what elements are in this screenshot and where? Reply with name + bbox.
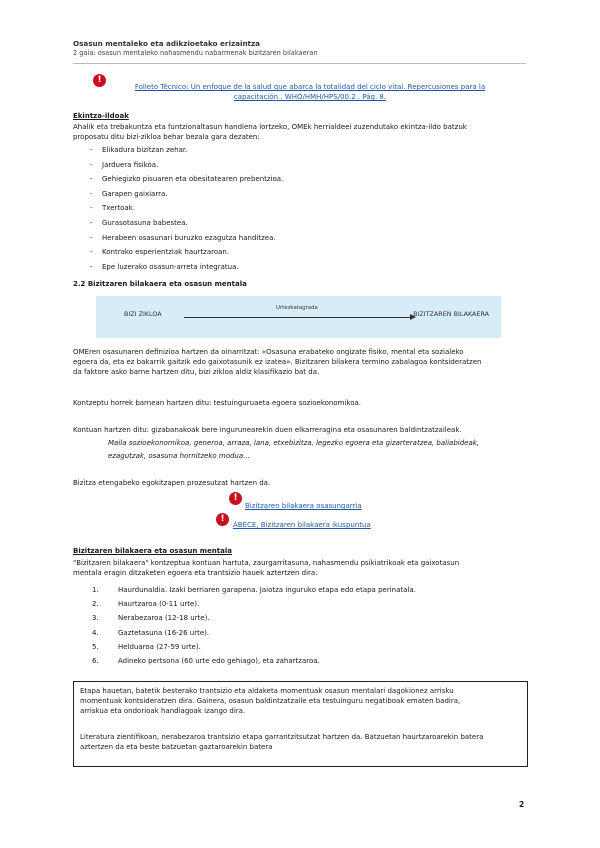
diagram-arrow-line xyxy=(184,317,412,318)
warning-icon: ! xyxy=(93,74,106,87)
page-number: 2 xyxy=(519,800,525,809)
document-header-title: Osasun mentaleko eta adikzioetako erizaintza xyxy=(73,39,261,48)
kontuan-line2: Maila sozioekonomikoa, generoa, arraza, lana, etxebizitza, legezko egoera eta gizarteratzea, baliabideak, xyxy=(108,439,480,447)
warning-icon: ! xyxy=(216,513,229,526)
bilakaera-intro-line1: "Bizitzaren bilakaera" kontzeptua kontuan hartuta, zaurgarritasuna, nahasmendu psikiatrikoak eta gaixotasun xyxy=(73,559,460,567)
life-stage-number: 5. xyxy=(92,642,99,651)
life-stage-item xyxy=(73,585,493,599)
life-stage-number: 3. xyxy=(92,614,99,623)
kontuan-line3: ezagutzak, osasuna hornitzeko modua… xyxy=(108,452,251,460)
list-item xyxy=(73,262,473,277)
life-stages-list xyxy=(73,585,493,670)
box-p2-line2: aztertzen da eta beste batzuetan gaztaroarekin batera xyxy=(80,743,273,752)
list-item xyxy=(73,203,473,218)
list-item-text: Garapen gaixiarra. xyxy=(102,189,168,198)
ekintza-intro xyxy=(73,122,527,142)
life-stage-number: 1. xyxy=(92,586,99,594)
list-item xyxy=(73,160,473,175)
life-stage-item xyxy=(73,599,493,613)
bizitza-egokitzapen-line: Bizitza etengabeko egokitzapen prozesutzat hartzen da. xyxy=(73,479,271,487)
list-item xyxy=(73,145,473,160)
box-paragraph-1 xyxy=(80,686,520,716)
box-paragraph-2 xyxy=(80,732,520,752)
diagram-bizitzaren-bilakaera-label: BIZITZAREN BILAKAERA xyxy=(413,310,489,318)
document-header-subtitle: 2 gaia: osasun mentaleko nahasmendu nabarmenak bizitzaren bilakaeran xyxy=(73,49,318,57)
bilakaera-intro-line2: mentala eragin ditzaketen egoera eta trantsizio hauek aztertzen dira: xyxy=(73,569,318,578)
kontzeptu-line: Kontzeptu horrek barnean hartzen ditu: testuinguruaeta egoera sozioekonomikoa. xyxy=(73,399,361,407)
box-p1-line2: momentuak kontsideratzen dira. Gainera, osasun baldintzatzaile eta testuinguru negatiboak ematen badira, xyxy=(80,697,461,706)
life-stage-number: 4. xyxy=(92,628,99,637)
list-item-text: Kontrako esperientziak haurtzaroan. xyxy=(102,248,230,257)
list-item xyxy=(73,247,473,262)
section-2-2-title: 2.2 Bizitzaren bilakaera eta osasun mentala xyxy=(73,280,247,288)
box-p1-line3: arriskua eta ondorioak handiagoak izango dira. xyxy=(80,707,246,716)
life-stage-item xyxy=(73,656,493,670)
ome-line1: OMEren osasunaren definizioa hartzen da oinarritzat: «Osasuna erabateko ongizate fisiko, mental eta sozialeko xyxy=(73,348,464,356)
folleto-link-line2[interactable]: capacitación . WHO/HMH/HPS/00.2 . Pág. 8. xyxy=(233,93,387,102)
etapa-note-box xyxy=(73,681,528,767)
ome-line3: da faktore asko barne hartzen ditu, bizi zikloa aldiz klasifikazio bat da. xyxy=(73,368,320,377)
life-stage-text: Haurdunaldia. Izaki berriaren garapena. Jaiotza inguruko etapa edo etapa perinatala. xyxy=(118,586,416,594)
kontuan-line1: Kontuan hartzen ditu: gizabanakoak bere ingurunearekin duen elkarreragina eta osasunaren baldintzatzaileak. xyxy=(73,426,462,434)
life-stage-number: 6. xyxy=(92,656,99,665)
diagram-middle-label: Urtezkatagrada xyxy=(276,305,318,311)
list-item-text: Gurasotasuna babestea. xyxy=(102,218,188,227)
bilakaera-osasun-mentala-title: Bizitzaren bilakaera eta osasun mentala xyxy=(73,547,232,555)
list-item-text: Elikadura bizitzan zehar. xyxy=(102,146,188,154)
list-item-text: Jarduera fisikoa. xyxy=(102,160,159,169)
life-stage-text: Nerabezaroa (12-18 urte). xyxy=(118,614,210,623)
list-item xyxy=(73,218,473,233)
diagram-bizi-zikloa-label: BIZI ZIKLOA xyxy=(124,310,162,318)
header-divider xyxy=(73,63,526,64)
ekintza-intro-line2: proposatu ditu bizi-zikloa behar bezala gara dezaten: xyxy=(73,133,260,142)
list-item xyxy=(73,189,473,204)
list-item-text: Gehiegizko pisuaren eta obesitatearen prebentzioa. xyxy=(102,175,284,184)
bizitzaren-bilakaera-osasungarria-link[interactable]: Bizitzaren bilakaera osasungarria xyxy=(245,502,362,510)
box-p1-line1: Etapa hauetan, batetik besterako trantsizio eta aldaketa momentuak osasun mentalari dagokionez arrisku xyxy=(80,687,454,695)
life-stage-text: Haurtzaroa (0-11 urte). xyxy=(118,600,200,609)
life-stage-item xyxy=(73,628,493,642)
ekintza-list xyxy=(73,145,473,276)
box-p2-line1: Literatura zientifikoan, nerabezaroa trantsizio etapa garrantzitsutzat hartzen da. Batzuetan haurtzaroarekin batera xyxy=(80,733,484,741)
life-stage-text: Adineko pertsona (60 urte edo gehiago), eta zahartzaroa. xyxy=(118,656,320,665)
ome-line2: egoera da, eta ez bakarrik gaitzik edo gaixotasunik ez izatea». Bizitzaren bilakera termino zabalagoa kontsideratzen xyxy=(73,358,482,367)
list-item xyxy=(73,233,473,248)
ome-definition-paragraph xyxy=(73,347,527,377)
life-stage-text: Helduaroa (27-59 urte). xyxy=(118,642,201,651)
abece-link[interactable]: ABECE, Bizitzaren bilakaera ikuspuntua xyxy=(233,521,371,529)
ekintza-intro-line1: Ahalik eta trebakuntza eta funtzionaltasun handiena lortzeko, OMEk herrialdeei zuzendutako ekintza-ildo batzuk xyxy=(73,123,467,131)
list-item-text: Epe luzerako osasun-arreta integratua. xyxy=(102,262,239,271)
warning-icon: ! xyxy=(229,492,242,505)
list-item-text: Txertoak. xyxy=(102,204,135,213)
life-stage-number: 2. xyxy=(92,600,99,609)
life-stage-item xyxy=(73,613,493,627)
life-course-diagram xyxy=(96,296,501,338)
life-stage-text: Gaztetasuna (16-26 urte). xyxy=(118,628,210,637)
ekintza-ildoak-title: Ekintza-ildoak xyxy=(73,112,129,120)
folleto-tecnico-link[interactable] xyxy=(100,82,520,102)
list-item-text: Herabeen osasunari buruzko ezagutza handitzea. xyxy=(102,233,276,242)
folleto-link-line1[interactable]: Folleto Técnico: Un enfoque de la salud que abarca la totalidad del ciclo vital. Repercusiones para la xyxy=(134,83,486,91)
list-item xyxy=(73,174,473,189)
life-stage-item xyxy=(73,642,493,656)
bilakaera-intro xyxy=(73,558,527,578)
